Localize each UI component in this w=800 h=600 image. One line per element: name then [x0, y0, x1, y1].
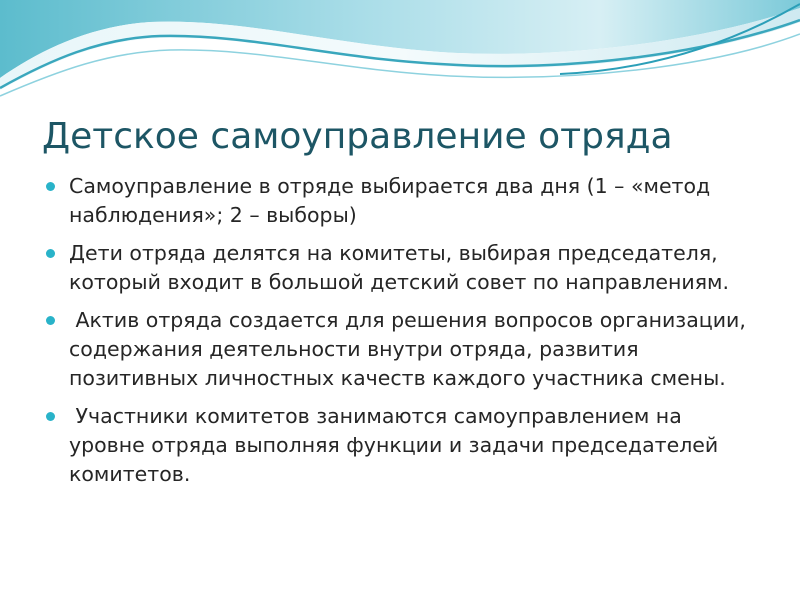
bullet-text: Актив отряда создается для решения вопросов организации, содержания деятельности внутри отряда, развития позитивных личностных качеств каждого участника смены.: [69, 308, 753, 390]
header-wave-decoration: [0, 0, 800, 100]
bullet-list: [44, 172, 753, 498]
bullet-item: [44, 306, 753, 393]
bullet-text: Дети отряда делятся на комитеты, выбирая председателя, который входит в большой детский совет по направлениям.: [69, 241, 730, 294]
bullet-text: Участники комитетов занимаются самоуправлением на уровне отряда выполняя функции и задачи председателей комитетов.: [69, 404, 725, 486]
bullet-dot-icon: [46, 182, 55, 191]
bullet-text: Самоуправление в отряде выбирается два дня (1 – «метод наблюдения»; 2 – выборы): [69, 174, 711, 227]
bullet-dot-icon: [46, 316, 55, 325]
slide-title: Детское самоуправление отряда: [42, 116, 673, 157]
bullet-dot-icon: [46, 249, 55, 258]
bullet-item: [44, 172, 750, 230]
bullet-item: [44, 239, 750, 297]
bullet-item: [44, 402, 750, 489]
bullet-dot-icon: [46, 412, 55, 421]
